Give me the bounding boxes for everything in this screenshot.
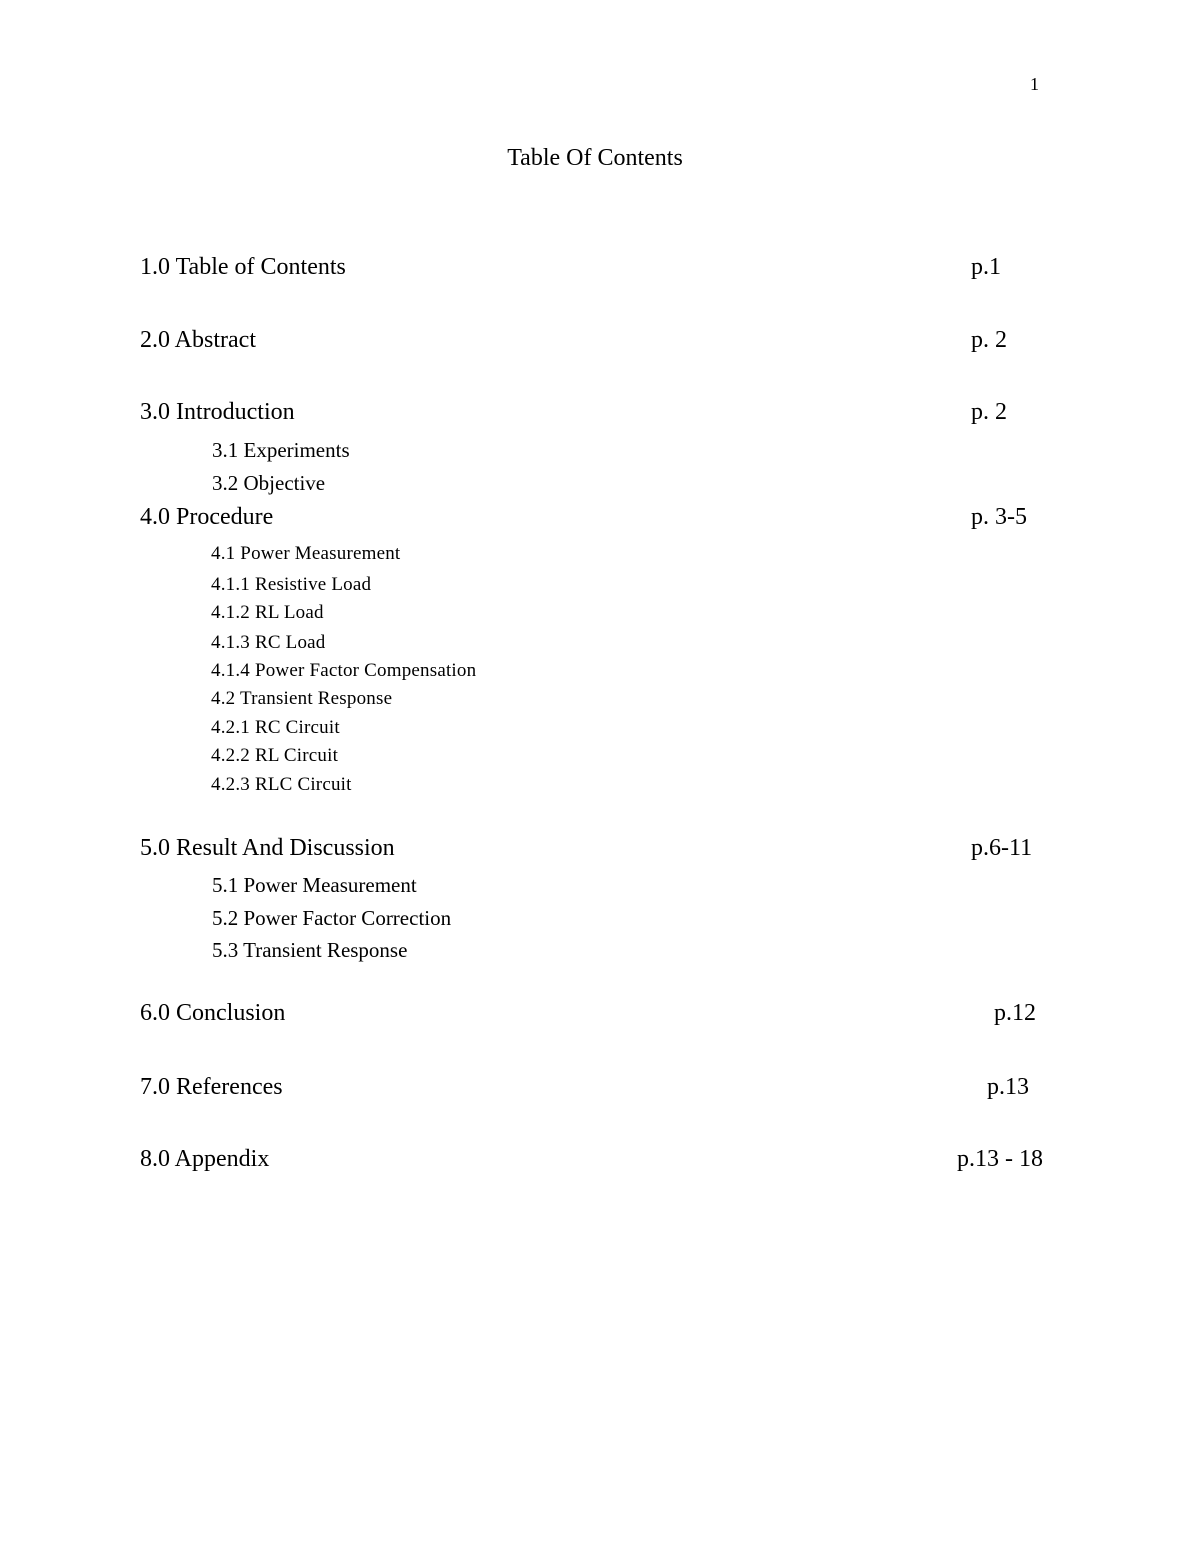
toc-subentry-rl-load[interactable] [0, 601, 1200, 633]
toc-subentry-power-measurement-results[interactable] [0, 871, 1200, 903]
toc-entry-references[interactable] [0, 1072, 1200, 1104]
toc-entry-page: p.13 - 18 [957, 1146, 1043, 1172]
toc-entry-label: 5.2 Power Factor Correction [212, 906, 452, 930]
toc-entry-result-and-discussion[interactable] [0, 833, 1200, 865]
toc-entry-conclusion[interactable] [0, 998, 1200, 1030]
toc-subentry-experiments[interactable] [0, 436, 1200, 468]
toc-entry-page: p. 2 [971, 399, 1007, 425]
toc-entry-label: 4.1.2 RL Load [211, 602, 324, 623]
toc-entry-label: 5.1 Power Measurement [212, 873, 417, 897]
toc-entry-label: 4.1 Power Measurement [211, 543, 401, 564]
toc-entry-label: 4.2.2 RL Circuit [211, 745, 339, 766]
toc-entry-page: p.1 [971, 254, 1001, 280]
toc-entry-page: p.6-11 [971, 835, 1033, 861]
toc-entry-label: 1.0 Table of Contents [140, 254, 346, 280]
page-title: Table Of Contents [507, 145, 683, 171]
toc-entry-label: 3.0 Introduction [140, 399, 295, 425]
toc-subentry-objective[interactable] [0, 469, 1200, 501]
toc-entry-label: 4.2.3 RLC Circuit [211, 774, 352, 795]
toc-entry-label: 4.2.1 RC Circuit [211, 717, 340, 738]
toc-entry-label: 5.3 Transient Response [212, 938, 408, 962]
toc-subentry-rlc-circuit[interactable] [0, 773, 1200, 805]
toc-entry-label: 4.2 Transient Response [211, 688, 393, 709]
toc-entry-label: 5.0 Result And Discussion [140, 835, 395, 861]
toc-entry-procedure[interactable] [0, 502, 1200, 534]
toc-entry-page: p. 3-5 [971, 504, 1027, 530]
toc-entry-label: 3.2 Objective [212, 471, 326, 495]
toc-entry-label: 4.1.1 Resistive Load [211, 574, 372, 595]
toc-entry-page: p. 2 [971, 327, 1007, 353]
toc-entry-page: p.13 [987, 1074, 1029, 1100]
toc-entry-label: 4.1.4 Power Factor Compensation [211, 660, 477, 681]
toc-entry-label: 4.1.3 RC Load [211, 632, 326, 653]
toc-entry-label: 7.0 References [140, 1074, 283, 1100]
toc-entry-label: 2.0 Abstract [140, 327, 256, 353]
toc-entry-introduction[interactable] [0, 397, 1200, 429]
toc-subentry-rl-circuit[interactable] [0, 744, 1200, 776]
toc-entry-table-of-contents[interactable] [0, 252, 1200, 284]
toc-subentry-transient-response-results[interactable] [0, 936, 1200, 968]
toc-entry-label: 3.1 Experiments [212, 438, 350, 462]
toc-subentry-power-measurement[interactable] [0, 542, 1200, 574]
toc-subentry-power-factor-correction[interactable] [0, 904, 1200, 936]
toc-entry-page: p.12 [994, 1000, 1036, 1026]
toc-entry-label: 4.0 Procedure [140, 504, 274, 530]
toc-entry-abstract[interactable] [0, 325, 1200, 357]
toc-entry-appendix[interactable] [0, 1144, 1200, 1176]
toc-subentry-transient-response[interactable] [0, 687, 1200, 719]
page-number: 1 [1030, 74, 1039, 94]
toc-entry-label: 6.0 Conclusion [140, 1000, 286, 1026]
toc-entry-label: 8.0 Appendix [140, 1146, 270, 1172]
